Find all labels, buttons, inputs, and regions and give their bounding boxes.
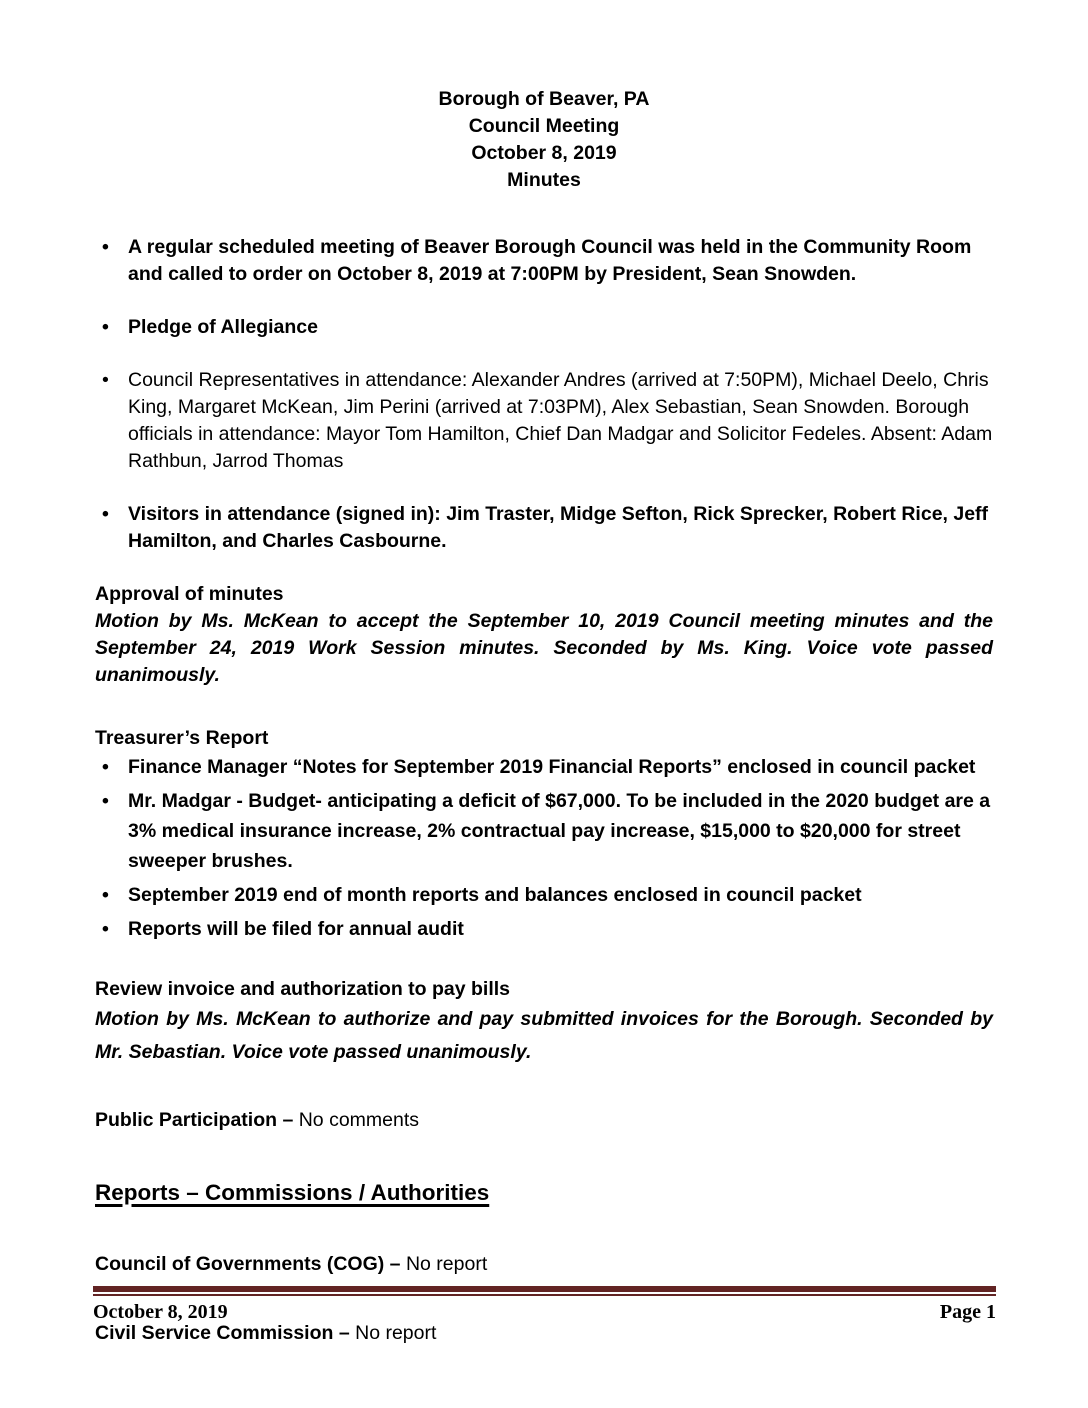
section-heading-approval: Approval of minutes bbox=[95, 583, 284, 605]
list-item: • Council Representatives in attendance: Alexander Andres (arrived at 7:50PM), Michael Deelo, Chris King, Margaret McKean, Jim Perini (arrived at 7:03PM), Alex Sebastian, Sean Snowden. Borough officials in attendance: Mayor Tom Hamilton, Chief Dan Madgar and Solicitor Fedeles. Absent: Adam Rathbun, Jarrod Thomas bbox=[95, 367, 993, 475]
title-block bbox=[95, 86, 993, 194]
page-footer bbox=[93, 1286, 996, 1326]
footer-rule-thin bbox=[93, 1294, 996, 1296]
list-item: • Mr. Madgar - Budget- anticipating a deficit of $67,000. To be included in the 2020 budget are a 3% medical insurance increase, 2% contractual pay increase, $15,000 to $20,000 for street sweeper brushes. bbox=[95, 786, 993, 876]
spacer bbox=[95, 1069, 993, 1107]
cog-label: Council of Governments (COG) – bbox=[95, 1253, 406, 1275]
title-line-meeting: Council Meeting bbox=[468, 115, 620, 137]
title-line-date: October 8, 2019 bbox=[471, 142, 617, 164]
approval-motion-text: Motion by Ms. McKean to accept the September 10, 2019 Council meeting minutes and the September 24, 2019 Work Session minutes. Seconded by Ms. King. Voice vote passed unanimously. bbox=[95, 610, 993, 686]
section-heading-reports-commissions: Reports – Commissions / Authorities bbox=[95, 1180, 490, 1205]
public-participation-label: Public Participation – bbox=[95, 1109, 299, 1131]
list-item: • Reports will be filed for annual audit bbox=[95, 914, 993, 944]
footer-date: October 8, 2019 bbox=[93, 1301, 228, 1323]
spacer bbox=[95, 948, 993, 976]
list-item: • Pledge of Allegiance bbox=[95, 314, 993, 341]
list-item: • Visitors in attendance (signed in): Jim Traster, Midge Sefton, Rick Sprecker, Robert Rice, Jeff Hamilton, and Charles Casbourne. bbox=[95, 501, 993, 555]
cog-value: No report bbox=[405, 1253, 488, 1275]
treasurer-bullet-list bbox=[95, 752, 993, 944]
section-heading-treasurer: Treasurer’s Report bbox=[95, 727, 269, 749]
spacer bbox=[95, 689, 993, 725]
civil-service-value: No report bbox=[355, 1322, 437, 1344]
title-line-org: Borough of Beaver, PA bbox=[438, 88, 650, 110]
list-item: • A regular scheduled meeting of Beaver Borough Council was held in the Community Room and called to order on October 8, 2019 at 7:00PM by President, Sean Snowden. bbox=[95, 234, 993, 288]
spacer bbox=[95, 1206, 993, 1251]
title-line-minutes: Minutes bbox=[507, 169, 581, 191]
public-participation-line bbox=[95, 1107, 993, 1134]
review-motion-text: Motion by Ms. McKean to authorize and pay submitted invoices for the Borough. Seconded by Mr. Sebastian. Voice vote passed unanimously. bbox=[95, 1008, 993, 1063]
footer-text-row bbox=[93, 1299, 996, 1326]
list-item: • September 2019 end of month reports and balances enclosed in council packet bbox=[95, 880, 993, 910]
cog-line bbox=[95, 1251, 993, 1278]
civil-service-label: Civil Service Commission – bbox=[95, 1322, 356, 1344]
spacer bbox=[95, 1134, 993, 1179]
intro-bullet-list bbox=[95, 234, 993, 555]
list-item: • Finance Manager “Notes for September 2019 Financial Reports” enclosed in council packet bbox=[95, 752, 993, 782]
section-heading-review-invoices: Review invoice and authorization to pay bills bbox=[95, 978, 510, 1000]
footer-page-number: Page 1 bbox=[939, 1301, 996, 1323]
public-participation-value: No comments bbox=[298, 1109, 420, 1131]
